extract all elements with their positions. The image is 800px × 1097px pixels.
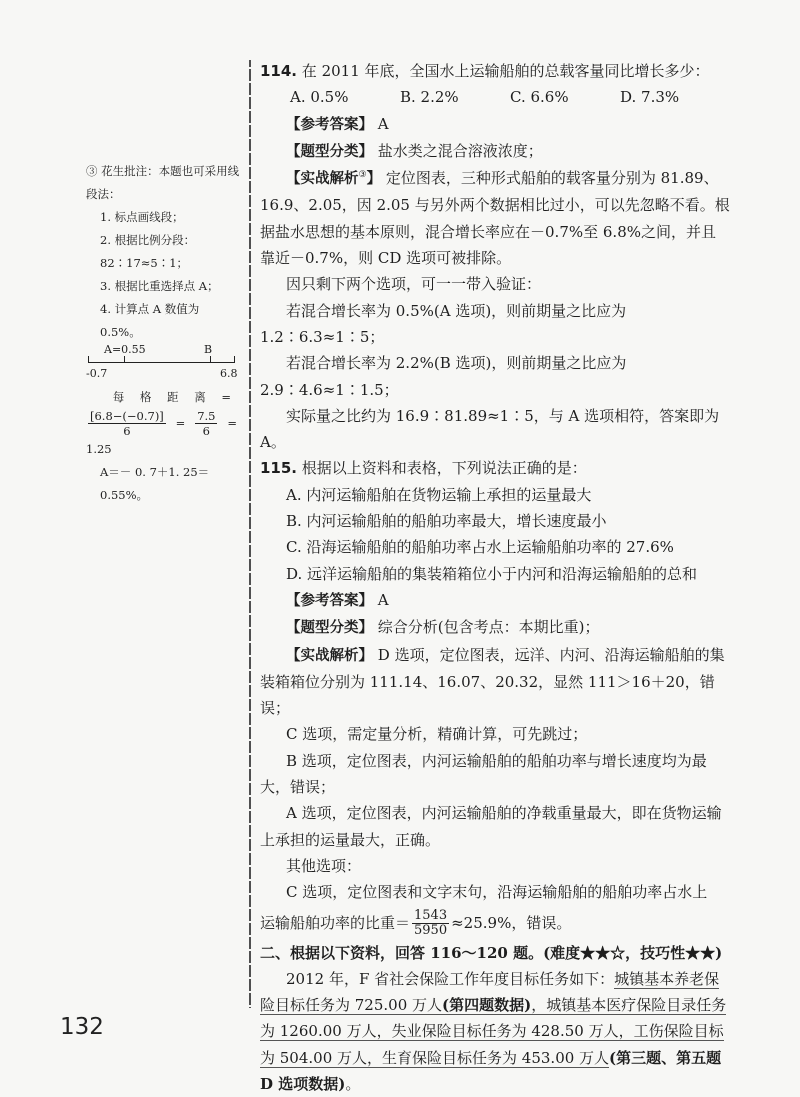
question-type-label: 【题型分类】: [286, 620, 373, 637]
fraction-numerator: 7.5: [197, 409, 216, 423]
analysis-paragraph: 实际量之比约为 16.9∶81.89≈1∶5，与 A 选项相符，答案即为 A。: [260, 406, 720, 452]
underlined-text: ，城镇基本医疗保险目录任务为 1260.00 万人，失业保险目标任务为 428.50 万人，工伤保险目标为 504.00 万人，生育保险目标任务为 453.00 万人: [260, 996, 727, 1067]
analysis-paragraph: C 选项，需定量分析，精确计算，可先跳过；: [286, 725, 588, 744]
underlined-text: 城镇基本养老保险目标任务为 725.00 万人: [260, 969, 720, 1015]
fraction: [195, 409, 217, 438]
footnote-marker: ③: [358, 170, 367, 181]
fraction-numerator: [6.8−(−0.7)]: [90, 409, 164, 423]
option-d: D. 7.3%: [620, 88, 680, 107]
question-text: 在 2011 年底，全国水上运输船舶的总载客量同比增长多少：: [301, 62, 710, 80]
analysis-paragraph: 若混合增长率为 0.5%(A 选项)，则前期量之比应为 1.2∶6.3≈1∶5；: [260, 301, 627, 346]
number-line-b-label: B: [204, 343, 213, 356]
number-line-a-label: A=0.55: [104, 343, 146, 356]
number-line-right-value: 6.8: [220, 367, 238, 380]
annotation-step-2: 2. 根据比例分段：82∶17≈5∶1；: [100, 233, 196, 270]
analysis-paragraph: [260, 642, 730, 722]
fraction-numerator: 1543: [414, 908, 448, 923]
annotation-final: A＝－ 0. 7＋1. 25＝ 0.55%。: [100, 465, 210, 502]
analysis-paragraph: 其他选项：: [286, 856, 362, 875]
reference-answer-label: 【参考答案】: [286, 592, 373, 609]
question-type-value: 综合分析(包含考点：本期比重)；: [377, 618, 600, 637]
option-a: A. 内河运输船舶在货物运输上承担的运量最大: [286, 485, 592, 504]
fraction-denominator: 6: [202, 424, 210, 438]
question-114: [260, 58, 730, 84]
annotation-step-4: 4. 计算点 A 数值为 0.5%。: [100, 302, 200, 339]
option-b: B. 2.2%: [400, 88, 459, 107]
question-type: [260, 138, 730, 165]
grid-distance-formula: [86, 409, 241, 438]
reference-answer: [260, 587, 730, 614]
equals-sign: =: [175, 416, 186, 430]
reference-answer: [260, 111, 730, 138]
analysis-text: 运输船舶功率的比重＝: [260, 913, 411, 932]
answer-options: [260, 84, 730, 110]
analysis-paragraph: 因只剩下两个选项，可一一带入验证：: [286, 275, 542, 294]
fraction-denominator: 5950: [414, 923, 448, 938]
section-material-paragraph: [260, 966, 730, 1097]
option-b: B. 内河运输船舶的船舶功率最大，增长速度最小: [286, 512, 607, 531]
reference-answer-value: A: [377, 114, 389, 133]
analysis-paragraph: B 选项，定位图表，内河运输船舶的船舶功率与增长速度均为最大，错误；: [260, 751, 707, 797]
number-line-left-value: -0.7: [86, 367, 108, 380]
data-note: (第四题数据): [442, 996, 532, 1015]
option-d: D. 远洋运输船舶的集装箱箱位小于内河和沿海运输船舶的总和: [286, 564, 698, 583]
grid-distance-label: 每 格 距 离 =: [112, 390, 237, 404]
data-note: (第三题、第五题 D 选项数据): [260, 1048, 722, 1093]
grid-distance-result: 1.25: [86, 442, 112, 456]
page-number: 132: [60, 1014, 104, 1040]
number-line-tick: [88, 356, 89, 363]
question-text: 根据以上资料和表格，下列说法正确的是：: [301, 459, 587, 478]
analysis-paragraph: A 选项，定位图表，内河运输船舶的净载重量最大，即在货物运输上承担的运量最大，正确。: [260, 804, 722, 849]
analysis-label-close: 】: [366, 171, 382, 188]
analysis-label: 【实战解析: [286, 171, 359, 188]
number-line-tick: [124, 356, 125, 363]
margin-divider-line: [249, 60, 251, 1008]
analysis-text: ≈25.9%，错误。: [451, 913, 572, 932]
option-a: A. 0.5%: [290, 88, 349, 107]
analysis-text: D 选项，定位图表，远洋、内河、沿海运输船舶的集装箱箱位分别为 111.14、16.07、20.32，显然 111＞16＋20，错误；: [260, 645, 725, 718]
number-line-tick: [210, 356, 211, 363]
number-line-axis: [88, 362, 235, 363]
analysis-paragraph: [260, 906, 730, 940]
option-c: C. 6.6%: [510, 88, 569, 107]
annotation-title: ③ 花生批注：本题也可采用线段法：: [86, 164, 240, 201]
analysis-label: 【实战解析】: [286, 647, 373, 664]
question-115: [260, 455, 730, 481]
question-number: 114.: [260, 62, 298, 80]
analysis-paragraph: C 选项，定位图表和文字末句，沿海运输船舶的船舶功率占水上: [286, 883, 708, 902]
material-text: 2012 年，F 省社会保险工作年度目标任务如下：: [286, 969, 615, 988]
number-line-tick: [234, 356, 235, 363]
analysis-paragraph: [260, 165, 730, 271]
material-text: 。: [345, 1074, 361, 1093]
reference-answer-value: A: [377, 590, 389, 609]
main-content: [260, 58, 730, 1097]
annotation-step-3: 3. 根据比重选择点 A；: [100, 279, 219, 293]
reference-answer-label: 【参考答案】: [286, 116, 373, 133]
section-heading: 二、根据以下资料，回答 116～120 题。(难度★★☆，技巧性★★): [260, 943, 723, 962]
fraction: [88, 409, 166, 438]
analysis-paragraph: 若混合增长率为 2.2%(B 选项)，则前期量之比应为 2.9∶4.6≈1∶1.5；: [260, 354, 627, 399]
fraction-denominator: 6: [123, 424, 131, 438]
question-type-label: 【题型分类】: [286, 143, 373, 160]
equals-sign: =: [227, 416, 237, 430]
question-type: [260, 614, 730, 641]
question-number: 115.: [260, 459, 298, 478]
sidebar-annotation: [86, 160, 241, 507]
annotation-step-1: 1. 标点画线段；: [100, 210, 184, 224]
number-line-diagram: [86, 343, 241, 386]
question-type-value: 盐水类之混合溶液浓度；: [377, 141, 543, 160]
analysis-text: 定位图表，三种形式船舶的载客量分别为 81.89、16.9、2.05，因 2.05 与另外两个数据相比过小，可以先忽略不看。根据盐水思想的基本原则，混合增长率应在－0.7%至 6.8%之间，并且靠近－0.7%，则 CD 选项可被排除。: [260, 169, 730, 268]
fraction: [412, 909, 449, 938]
option-c: C. 沿海运输船舶的船舶功率占水上运输船舶功率的 27.6%: [286, 538, 674, 557]
